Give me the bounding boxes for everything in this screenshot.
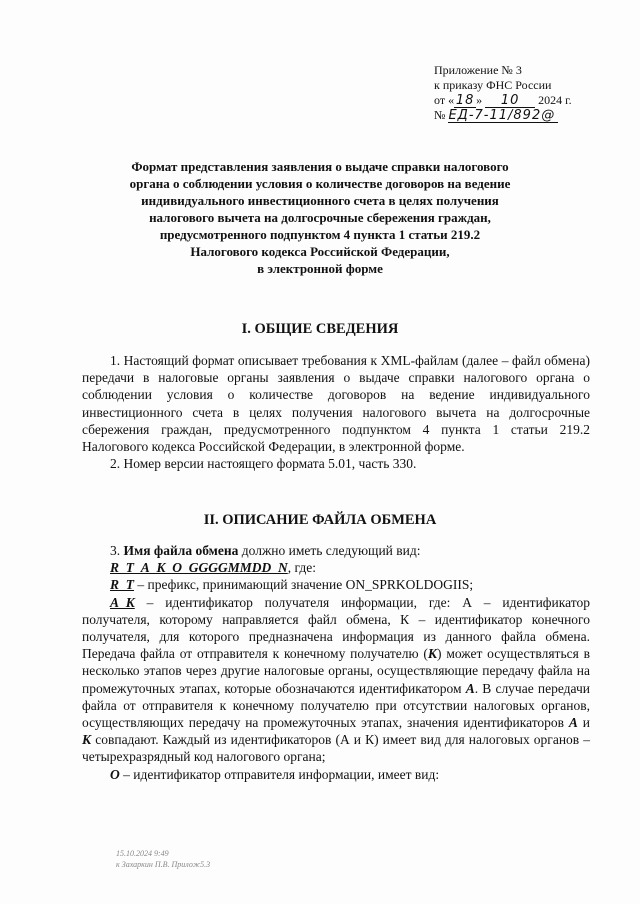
rt-key: R_T: [110, 577, 135, 593]
pattern-text: R_T_A_K_O_GGGGMMDD_N: [110, 560, 288, 576]
number-prefix: №: [434, 108, 446, 122]
print-stamp: [116, 848, 210, 870]
appendix-line-1: Приложение № 3: [434, 63, 522, 77]
appendix-date: [434, 93, 572, 108]
rt-text: – префикс, принимающий значение ON_SPRKOLDOGIIS;: [134, 577, 474, 593]
p3-bold: Имя файла обмена: [123, 543, 239, 558]
rt-definition: [82, 576, 590, 593]
ak-definition: [82, 594, 590, 766]
title-line: Налогового кодекса Российской Федерации,: [190, 244, 450, 259]
title-line: предусмотренного подпунктом 4 пункта 1 статьи 219.2: [159, 227, 481, 242]
stamp-line-2: к Захаркин П.В. Прилож5.3: [116, 860, 211, 869]
title-line: индивидуального инвестиционного счета в целях получения: [141, 193, 499, 208]
o-text: – идентификатор отправителя информации, имеет вид:: [119, 766, 440, 782]
document-title: [70, 158, 570, 277]
ak-text-3: . В случае передачи файла от отправителя к конечному получателю при отсутствии налоговых органов, осуществляющих передачу на промежуточных этапах, значения идентификаторов: [82, 680, 590, 731]
section-1-heading: I. ОБЩИЕ СВЕДЕНИЯ: [241, 321, 399, 337]
appendix-block: [434, 63, 572, 123]
ak-k2: К: [82, 732, 92, 748]
title-line: в электронной форме: [257, 261, 383, 276]
ak-a1: А: [465, 680, 475, 696]
ak-key: A_K: [110, 594, 135, 610]
ak-k1: К: [427, 646, 438, 662]
date-year: 2024 г.: [538, 93, 572, 107]
section-2-body: [82, 542, 590, 783]
date-day: 18: [455, 93, 475, 108]
title-line: Формат представления заявления о выдаче справки налогового: [131, 159, 509, 174]
appendix-number: [434, 108, 572, 123]
date-prefix: от «: [434, 93, 455, 107]
title-line: органа о соблюдении условия о количестве договоров на ведение: [129, 176, 511, 191]
filename-pattern: [82, 559, 590, 576]
paragraph-2: 2. Номер версии настоящего формата 5.01, часть 330.: [110, 456, 417, 472]
o-definition: [82, 766, 590, 783]
ak-and: и: [577, 715, 590, 731]
o-key: О: [110, 766, 120, 782]
stamp-line-1: 15.10.2024 9:49: [116, 849, 169, 858]
appendix-line-2: к приказу ФНС России: [434, 78, 552, 92]
p3-rest: должно иметь следующий вид:: [238, 543, 421, 558]
ak-a2: А: [568, 715, 578, 731]
date-month: 10: [485, 94, 535, 108]
ak-text-4: совпадают. Каждый из идентификаторов (А и К) имеет вид для налоговых органов – четырехразрядный код налогового органа;: [82, 732, 590, 765]
pattern-suffix: , где:: [287, 560, 316, 576]
ak-text-1: – идентификатор получателя информации, где: А – идентификатор получателя, которому направляется файл обмена, К – идентификатор конечного получателя, для которого предназначена информация из данного файла обмена. Передача файла от отправителя к конечному получателю (: [82, 594, 590, 662]
title-line: налогового вычета на долгосрочные сбережения граждан,: [149, 210, 491, 225]
paragraph-1: 1. Настоящий формат описывает требования к XML-файлам (далее – файл обмена) передачи в налоговые органы заявления о выдаче справки налогового органа о соблюдении условия о количестве договоров на ведение индивидуального инвестиционного счета в целях получения налогового вычета на долгосрочные сбережения граждан, предусмотренного подпунктом 4 пункта 1 статьи 219.2 Налогового кодекса Российской Федерации, в электронной форме.: [82, 353, 590, 455]
ak-text-2: ) может осуществляться в несколько этапов через другие налоговые органы, осуществляющие передачу файла на промежуточных этапах, которые обозначаются идентификатором: [82, 646, 590, 696]
p3-prefix: 3.: [110, 543, 124, 558]
date-sep: »: [476, 93, 483, 107]
paragraph-3: [82, 542, 590, 559]
order-number: ЕД-7-11/892@: [448, 109, 558, 123]
section-2-heading: II. ОПИСАНИЕ ФАЙЛА ОБМЕНА: [203, 512, 437, 528]
section-1-body: [82, 352, 590, 472]
